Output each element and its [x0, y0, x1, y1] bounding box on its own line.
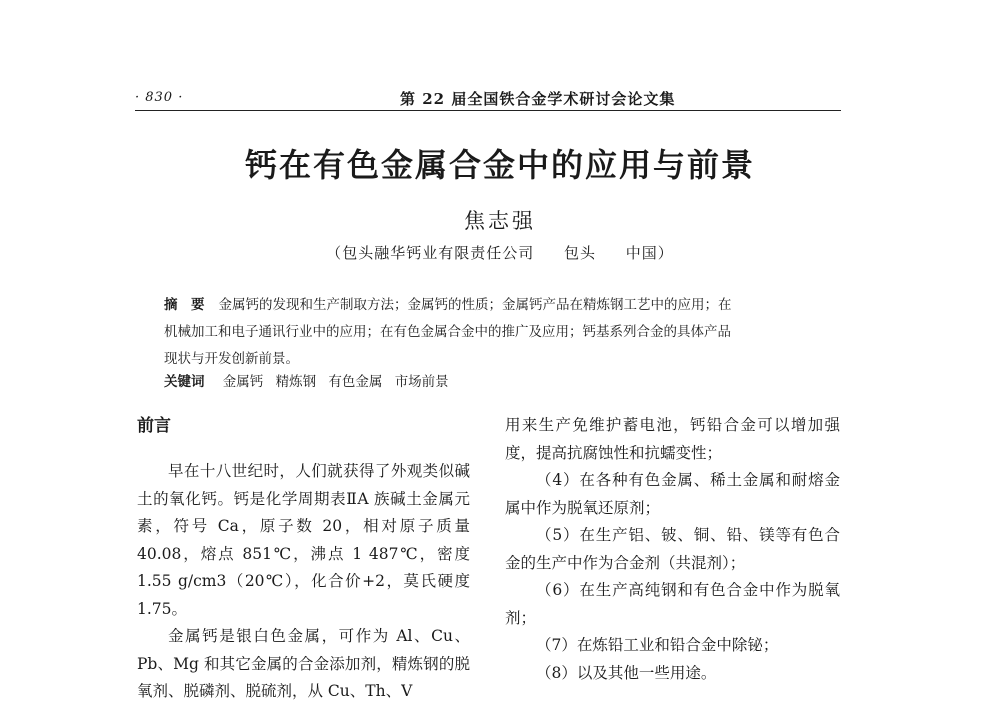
keyword: 市场前景: [394, 374, 449, 390]
section-heading: 前言: [137, 416, 171, 436]
affiliation-close-paren: ）: [657, 244, 674, 262]
author-name: 焦志强: [464, 209, 536, 233]
list-item: （8）以及其他一些用途。: [536, 663, 717, 682]
page-number: · 830 ·: [135, 90, 184, 105]
journal-title: 第 22 届全国铁合金学术研讨会论文集: [400, 90, 676, 108]
affiliation-country: 中国: [625, 244, 658, 262]
abstract: [164, 292, 824, 373]
abstract-label: 摘 要: [164, 297, 205, 313]
keywords-label: 关键词: [164, 374, 205, 390]
keyword: 有色金属: [328, 374, 383, 390]
running-header: [135, 88, 841, 111]
list-item: （4）在各种有色金属、稀土金属和耐熔金属中作为脱氧还原剂；: [505, 471, 840, 517]
body-paragraph: 用来生产免维护蓄电池，钙铅合金可以增加强度，提高抗腐蚀性和抗蠕变性；: [505, 416, 840, 462]
keyword: 精炼钢: [275, 374, 317, 390]
body-paragraph: 早在十八世纪时，人们就获得了外观类似碱土的氧化钙。钙是化学周期表ⅡA 族碱土金属元素，符号 Ca，原子数 20，相对原子质量 40.08，熔点 851℃，沸点 1 487℃，密度 1.55 g/cm3（20℃），化合价+2，莫氏硬度 1.75。: [137, 462, 470, 618]
paper-title: 钙在有色金属合金中的应用与前景: [244, 146, 755, 184]
list-item: （6）在生产高纯钢和有色合金中作为脱氧剂；: [505, 581, 840, 627]
abstract-line: [164, 292, 824, 319]
affiliation-city: 包头: [563, 244, 596, 262]
body-paragraph: 金属钙是银白色金属，可作为 Al、Cu、Pb、Mg 和其它金属的合金添加剂，精炼钢的脱氧剂、脱磷剂、脱硫剂，从 Cu、Th、V: [137, 627, 470, 700]
affiliation-org: 包头融华钙业有限责任公司: [342, 244, 535, 262]
affiliation: [0, 242, 1000, 263]
keywords: [164, 370, 824, 390]
right-column: [505, 412, 840, 687]
abstract-line: 现状与开发创新前景。: [164, 351, 299, 367]
abstract-text: 金属钙的发现和生产制取方法；金属钙的性质；金属钙产品在精炼钢工艺中的应用；在: [218, 297, 732, 313]
list-item: （5）在生产铝、铍、铜、铅、镁等有色合金的生产中作为合金剂（共混剂）；: [505, 526, 840, 572]
abstract-line: 机械加工和电子通讯行业中的应用；在有色金属合金中的推广及应用；钙基系列合金的具体产品: [164, 324, 731, 340]
list-item: （7）在炼铅工业和铅合金中除铋；: [536, 636, 779, 654]
affiliation-open-paren: （: [326, 244, 343, 262]
left-column: [137, 412, 470, 706]
keyword: 金属钙: [222, 374, 264, 390]
